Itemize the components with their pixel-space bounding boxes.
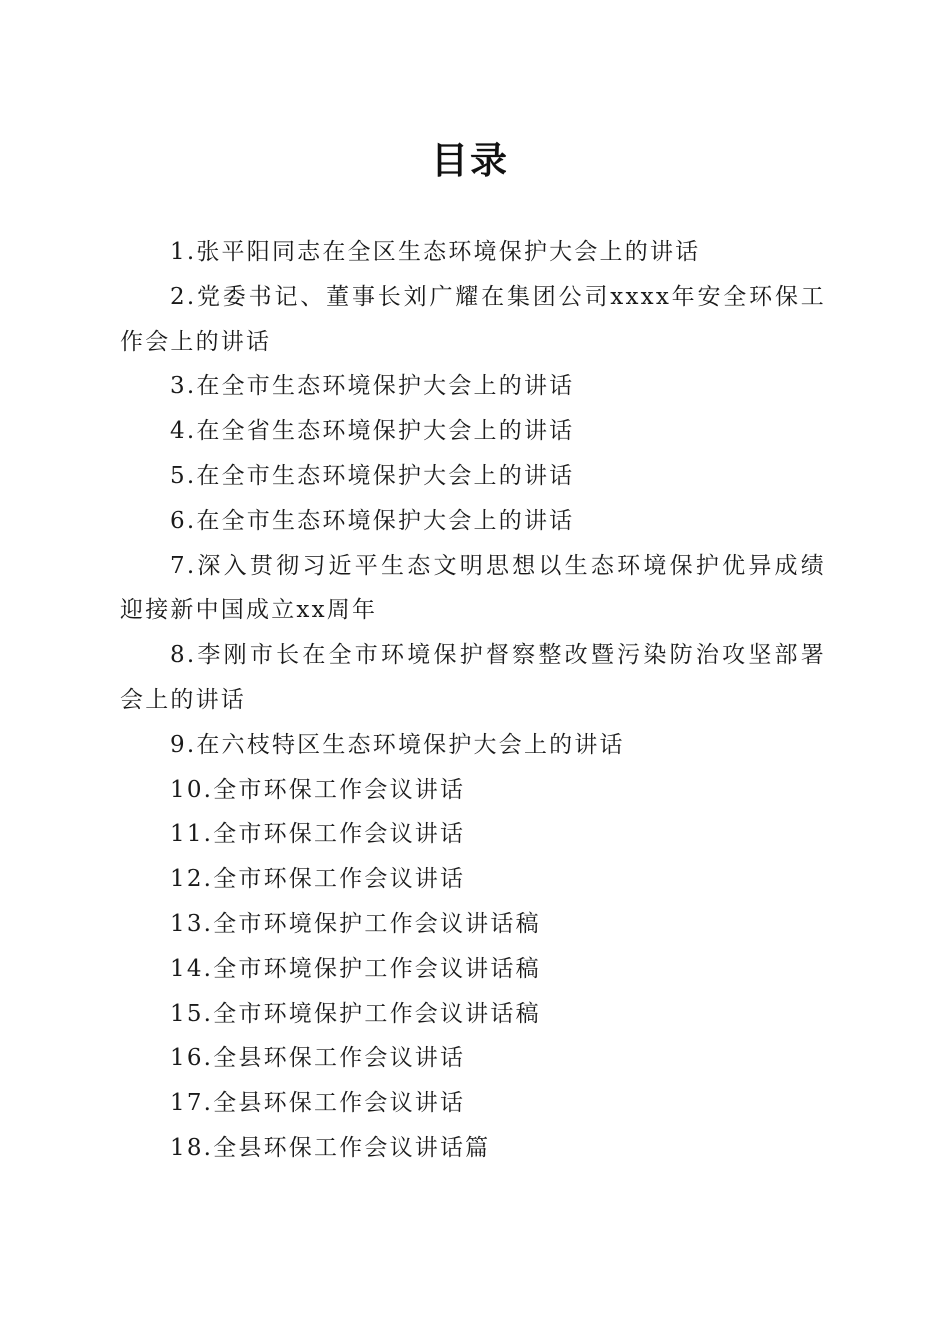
toc-item-10: 10.全市环保工作会议讲话: [170, 776, 466, 803]
toc-item-14: 14.全市环境保护工作会议讲话稿: [170, 955, 541, 982]
toc-item-1: 1.张平阳同志在全区生态环境保护大会上的讲话: [170, 239, 701, 265]
toc-item-18: 18.全县环保工作会议讲话篇: [170, 1134, 491, 1161]
toc-item-4: 4.在全省生态环境保护大会上的讲话: [170, 418, 575, 445]
toc-item-6: 6.在全市生态环境保护大会上的讲话: [170, 507, 575, 534]
toc-item-9: 9.在六枝特区生态环境保护大会上的讲话: [170, 731, 625, 758]
toc-item-7: 7.深入贯彻习近平生态文明思想以生态环境保护优异成绩迎接新中国成立xx周年: [120, 552, 826, 624]
toc-item-17: 17.全县环保工作会议讲话: [170, 1090, 466, 1117]
toc-item-15: 15.全市环境保护工作会议讲话稿: [170, 1000, 541, 1027]
toc-item-16: 16.全县环保工作会议讲话: [170, 1045, 466, 1072]
toc-item-13: 13.全市环境保护工作会议讲话稿: [170, 910, 541, 937]
page-title: 目录: [431, 138, 509, 182]
toc-item-3: 3.在全市生态环境保护大会上的讲话: [170, 373, 575, 400]
toc-item-5: 5.在全市生态环境保护大会上的讲话: [170, 462, 575, 489]
toc-item-2: 2.党委书记、董事长刘广耀在集团公司xxxx年安全环保工作会上的讲话: [120, 283, 826, 355]
toc-item-11: 11.全市环保工作会议讲话: [170, 821, 466, 848]
table-of-contents: [120, 230, 826, 1171]
toc-item-12: 12.全市环保工作会议讲话: [170, 866, 466, 893]
toc-item-8: 8.李刚市长在全市环境保护督察整改暨污染防治攻坚部署会上的讲话: [120, 642, 826, 713]
